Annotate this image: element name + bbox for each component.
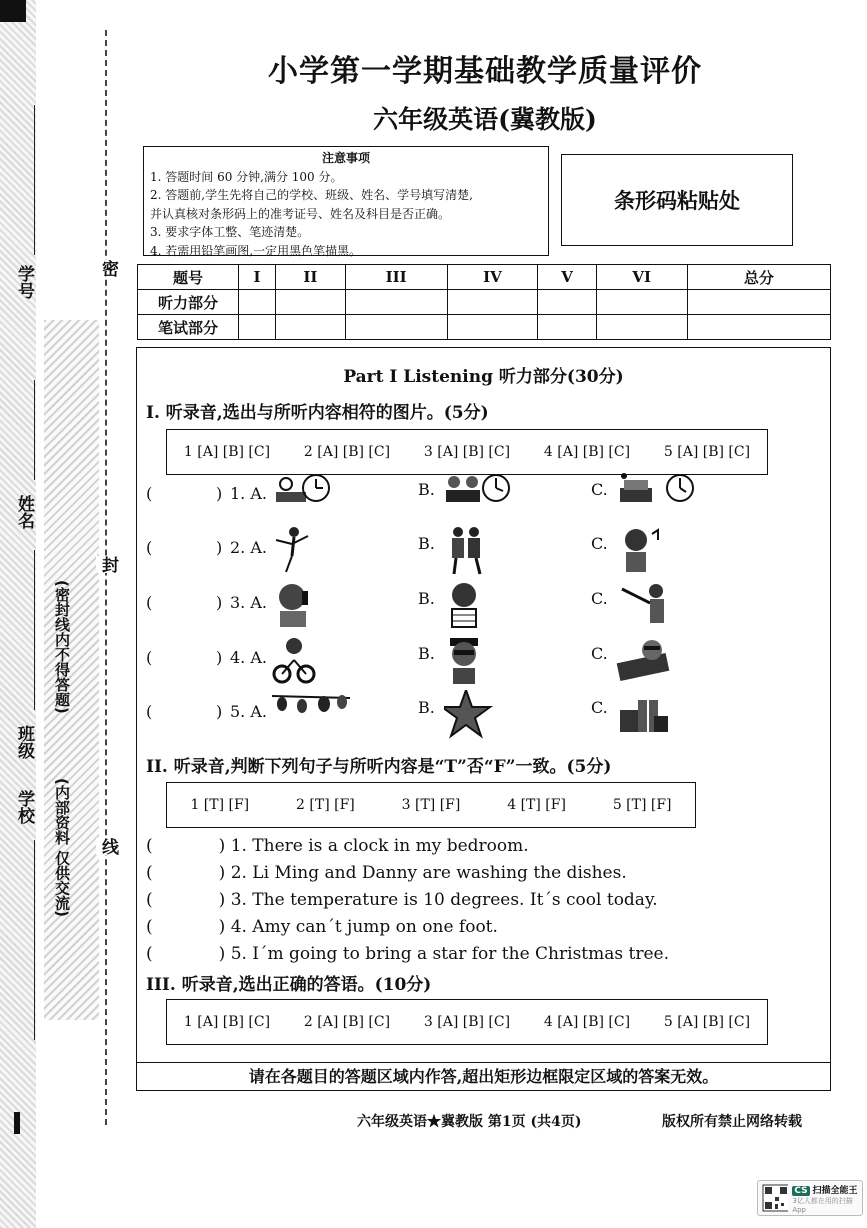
school-label: 学校 <box>14 790 34 824</box>
section-1-answer-box <box>166 429 768 475</box>
section-3-answer-box <box>166 999 768 1045</box>
answer-choice[interactable]: 1 [A] [B] [C] <box>183 444 271 460</box>
option-a-label: 4. A. <box>230 648 267 667</box>
paren-open: ( <box>146 702 153 721</box>
notice-box <box>143 146 549 256</box>
gifts-picture[interactable] <box>616 690 696 744</box>
score-cell[interactable] <box>447 290 538 315</box>
paren-close: ) <box>218 836 226 856</box>
answer-choice[interactable]: 1 [T] [F] <box>190 797 250 813</box>
score-cell[interactable] <box>345 315 447 340</box>
statement-row <box>146 917 498 937</box>
copyright-note: 版权所有禁止网络转载 <box>662 1114 802 1130</box>
man-waving-picture[interactable] <box>616 581 696 635</box>
option-c-label: C. <box>591 534 608 553</box>
section-1-title: I. 听录音,选出与所听内容相符的图片。(5分) <box>146 403 489 423</box>
no-answer-note: (密封线内不得答题) <box>53 580 71 714</box>
statement-text: 3. The temperature is 10 degrees. It´s cool today. <box>230 890 658 910</box>
paren-open: ( <box>146 863 153 883</box>
score-cell[interactable] <box>538 315 596 340</box>
notice-item: 并认真核对条形码上的准考证号、姓名及科目是否正确。 <box>150 206 451 221</box>
app-tagline: 3亿人都在用的扫描App <box>792 1196 853 1214</box>
notice-item: 4. 若需用铅笔画图,一定用黑色笔描黑。 <box>150 243 362 258</box>
boy-bike-picture[interactable] <box>272 636 352 690</box>
girl-skating-picture[interactable] <box>272 526 352 580</box>
lights-picture[interactable] <box>272 690 352 744</box>
score-row <box>138 290 831 315</box>
paren-close: ) <box>216 593 223 612</box>
exam-title: 小学第一学期基础教学质量评价 <box>268 54 702 89</box>
score-header: IV <box>447 265 538 290</box>
paren-open: ( <box>146 593 153 612</box>
paren-open: ( <box>146 836 153 856</box>
cake-clock-picture[interactable] <box>616 472 696 526</box>
option-c-label: C. <box>591 480 608 499</box>
score-cell[interactable] <box>687 290 830 315</box>
paren-open: ( <box>146 648 153 667</box>
paren-open: ( <box>146 538 153 557</box>
seal-feng: 封 <box>96 556 121 573</box>
score-cell[interactable] <box>447 315 538 340</box>
paren-open: ( <box>146 890 153 910</box>
app-badge: CS <box>794 1185 808 1196</box>
edge-mark <box>14 1112 20 1134</box>
score-header: III <box>345 265 447 290</box>
class-label: 班级 <box>14 725 34 759</box>
option-c-label: C. <box>591 644 608 663</box>
statement-text: 2. Li Ming and Danny are washing the dishes. <box>230 863 627 883</box>
answer-choice[interactable]: 1 [A] [B] [C] <box>183 1014 271 1030</box>
student-no-label: 学号 <box>14 265 34 299</box>
answer-choice[interactable]: 5 [A] [B] [C] <box>663 444 751 460</box>
people-eating-clock-picture[interactable] <box>272 472 352 526</box>
school-line <box>34 840 35 1040</box>
answer-choice[interactable]: 4 [A] [B] [C] <box>543 444 631 460</box>
score-row-label: 听力部分 <box>138 290 239 315</box>
answer-choice[interactable]: 5 [A] [B] [C] <box>663 1014 751 1030</box>
score-header: 题号 <box>138 265 239 290</box>
barcode-area <box>561 154 793 246</box>
answer-choice[interactable]: 3 [A] [B] [C] <box>423 444 511 460</box>
score-cell[interactable] <box>239 315 276 340</box>
score-header: II <box>276 265 346 290</box>
boy-sad-picture[interactable] <box>444 581 524 635</box>
name-line <box>34 380 35 480</box>
scanner-watermark <box>757 1180 863 1216</box>
score-header: V <box>538 265 596 290</box>
statement-row <box>146 890 658 910</box>
option-b-label: B. <box>418 698 435 717</box>
score-header: VI <box>596 265 687 290</box>
score-cell[interactable] <box>276 315 346 340</box>
paren-close: ) <box>216 538 223 557</box>
answer-choice[interactable]: 2 [A] [B] [C] <box>303 444 391 460</box>
paren-close: ) <box>218 863 226 883</box>
seal-mi: 密 <box>96 260 121 277</box>
option-b-label: B. <box>418 589 435 608</box>
seal-line <box>105 30 107 1125</box>
option-c-label: C. <box>591 589 608 608</box>
option-a-label: 3. A. <box>230 593 267 612</box>
name-label: 姓名 <box>14 495 34 529</box>
score-cell[interactable] <box>239 290 276 315</box>
score-cell[interactable] <box>276 290 346 315</box>
score-cell[interactable] <box>596 315 687 340</box>
score-header: 总分 <box>687 265 830 290</box>
paren-close: ) <box>216 484 223 503</box>
score-header: I <box>239 265 276 290</box>
paren-close: ) <box>218 944 226 964</box>
section-3-title: III. 听录音,选出正确的答语。(10分) <box>146 975 432 995</box>
score-cell[interactable] <box>687 315 830 340</box>
internal-note: (内部资料 仅供交流) <box>53 778 71 917</box>
score-cell[interactable] <box>596 290 687 315</box>
page-info: 六年级英语★冀教版 第1页 (共4页) <box>357 1114 582 1130</box>
answer-choice[interactable]: 3 [A] [B] [C] <box>423 1014 511 1030</box>
score-row <box>138 315 831 340</box>
option-a-label: 1. A. <box>230 484 267 503</box>
statement-row <box>146 863 627 883</box>
notice-item: 3. 要求字体工整、笔迹清楚。 <box>150 225 310 239</box>
answer-choice[interactable]: 4 [A] [B] [C] <box>543 1014 631 1030</box>
option-b-label: B. <box>418 534 435 553</box>
notice-item: 1. 答题时间 60 分钟,满分 100 分。 <box>150 169 343 184</box>
score-cell[interactable] <box>345 290 447 315</box>
paren-close: ) <box>218 890 226 910</box>
left-edge-texture <box>0 0 36 1228</box>
option-a-label: 5. A. <box>230 702 267 721</box>
answer-choice[interactable]: 2 [T] [F] <box>296 797 355 813</box>
answer-choice[interactable]: 3 [T] [F] <box>401 797 461 813</box>
couple-dancing-picture[interactable] <box>444 526 524 580</box>
notice-item: 2. 答题前,学生先将自己的学校、班级、姓名、学号填写清楚, <box>150 188 473 202</box>
answer-choice[interactable]: 2 [A] [B] [C] <box>303 1014 391 1030</box>
paren-close: ) <box>216 648 223 667</box>
boy-singing-picture[interactable] <box>616 526 696 580</box>
person-sleeping-picture[interactable] <box>616 636 696 690</box>
score-row-label: 笔试部分 <box>138 315 239 340</box>
statement-text: 4. Amy can´t jump on one foot. <box>230 917 498 937</box>
statement-text: 1. There is a clock in my bedroom. <box>230 836 529 856</box>
statement-text: 5. I´m going to bring a star for the Christmas tree. <box>230 944 669 964</box>
option-a-label: 2. A. <box>230 538 267 557</box>
boy-phone-picture[interactable] <box>272 581 352 635</box>
paren-close: ) <box>216 702 223 721</box>
option-c-label: C. <box>591 698 608 717</box>
exam-subtitle: 六年级英语(冀教版) <box>373 105 597 134</box>
answer-area-warning: 请在各题目的答题区域内作答,超出矩形边框限定区域的答案无效。 <box>136 1062 831 1090</box>
barcode-label: 条形码粘贴处 <box>614 188 740 213</box>
option-b-label: B. <box>418 644 435 663</box>
app-name: 扫描全能王 <box>812 1185 858 1196</box>
qr-code-icon <box>762 1184 788 1212</box>
seal-xian: 线 <box>96 838 121 855</box>
student-no-line <box>34 105 35 255</box>
boy-sunglasses-picture[interactable] <box>444 636 524 690</box>
family-dinner-clock-picture[interactable] <box>444 472 524 526</box>
star-picture[interactable] <box>444 690 524 744</box>
answer-choice[interactable]: 4 [T] [F] <box>507 797 566 813</box>
statement-row <box>146 836 529 856</box>
paren-open: ( <box>146 917 153 937</box>
corner-mark <box>0 0 26 22</box>
score-header-row <box>138 265 831 290</box>
answer-choice[interactable]: 5 [T] [F] <box>612 797 672 813</box>
option-b-label: B. <box>418 480 435 499</box>
score-table <box>137 264 831 340</box>
paren-close: ) <box>218 917 226 937</box>
class-line <box>34 550 35 710</box>
part-title: Part I Listening 听力部分(30分) <box>343 367 624 387</box>
score-cell[interactable] <box>538 290 596 315</box>
notice-heading: 注意事项 <box>321 151 370 165</box>
statement-row <box>146 944 669 964</box>
paren-open: ( <box>146 944 153 964</box>
paren-open: ( <box>146 484 153 503</box>
section-2-answer-box <box>166 782 696 828</box>
section-2-title: II. 听录音,判断下列句子与所听内容是“T”否“F”一致。(5分) <box>146 757 612 777</box>
